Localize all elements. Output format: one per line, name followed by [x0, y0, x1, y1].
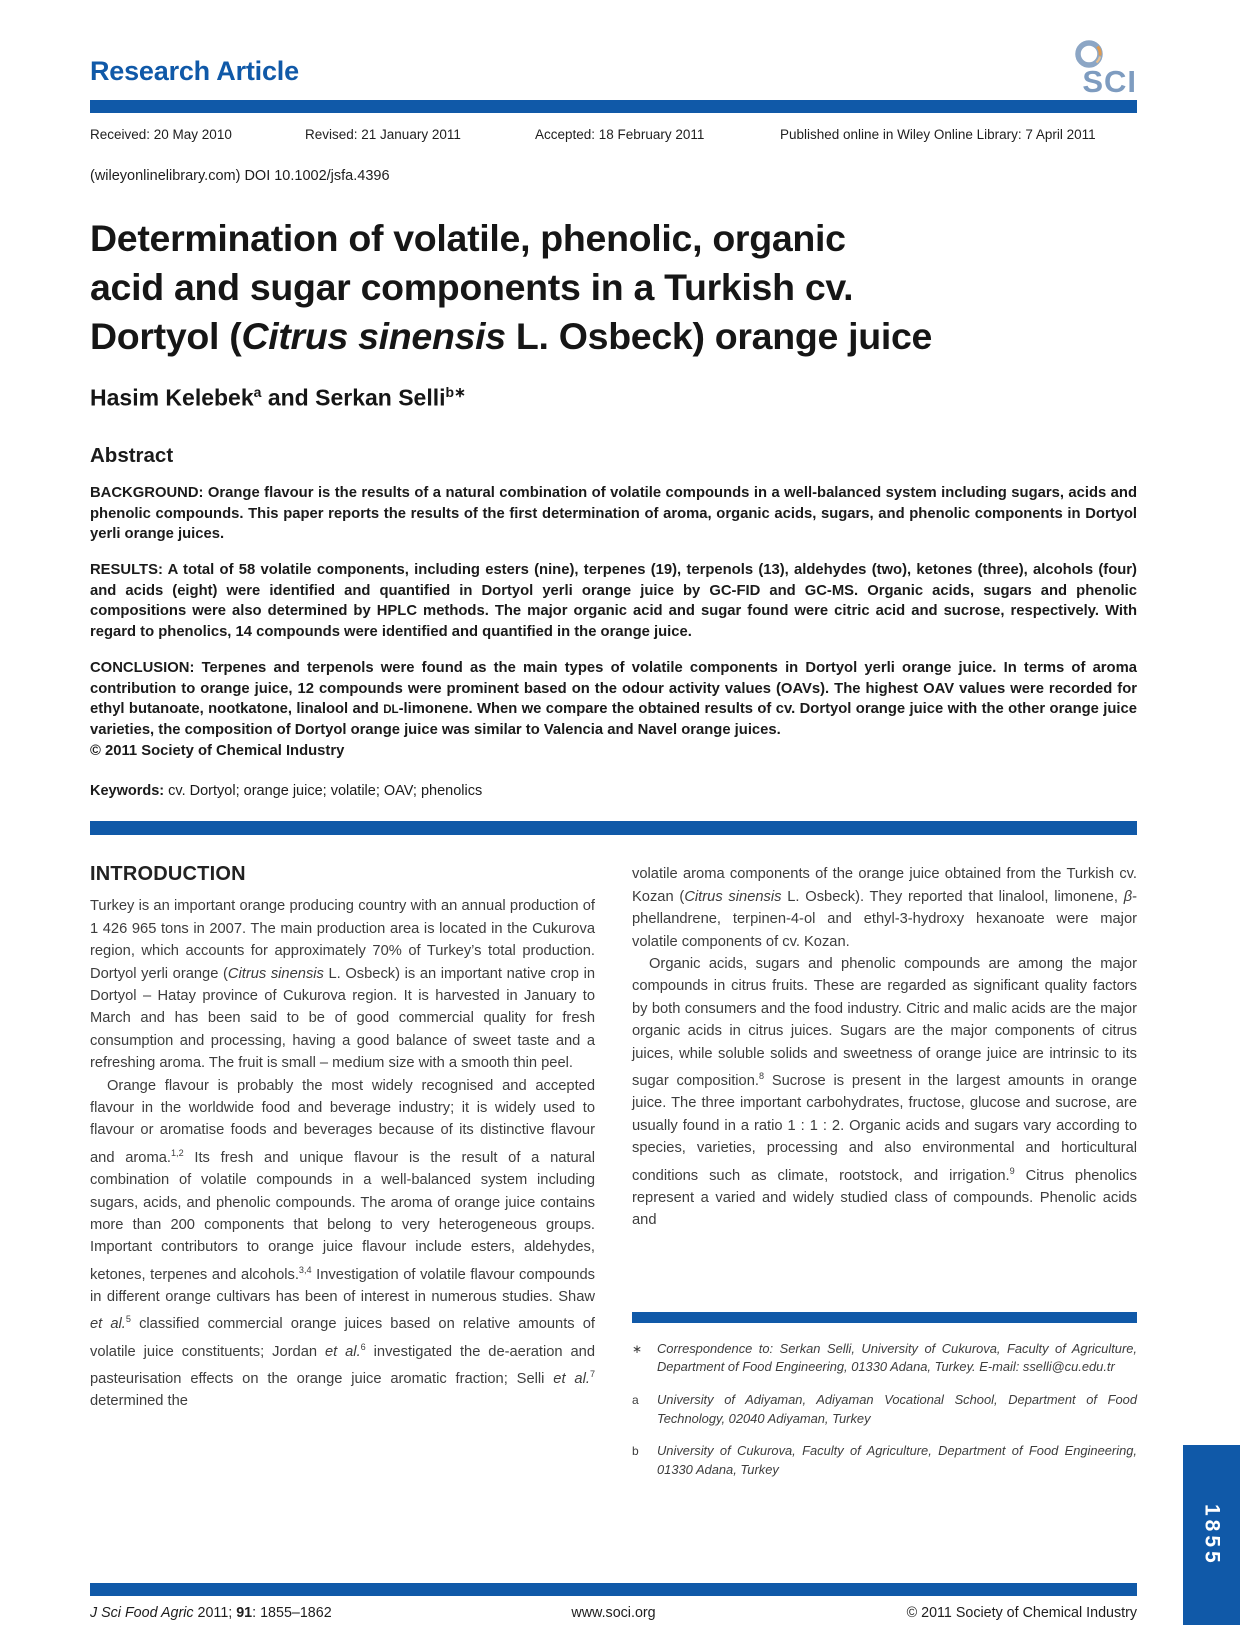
header-top-row: [90, 40, 1137, 100]
authors-line: Hasim Kelebek$^a$ and Serkan Selli$^{b∗}$: [90, 384, 466, 411]
section-divider-rule: [90, 821, 1137, 835]
footer-rule: [90, 1583, 1137, 1596]
left-column-paragraphs: [90, 895, 595, 1412]
footnotes-block: [632, 1340, 1137, 1480]
footnote-text: Correspondence to: Serkan Selli, University of Cukurova, Faculty of Agriculture, Department of Food Engineering, 01330 Adana, Turkey. E-mail: sselli@cu.edu.tr: [657, 1340, 1137, 1375]
footer-url: www.soci.org: [571, 1605, 656, 1621]
footnote-marker: a: [632, 1393, 639, 1408]
published-date: Published online in Wiley Online Library: 7 April 2011: [780, 127, 1096, 142]
two-column-body: [90, 863, 1137, 1480]
footnote: [632, 1340, 1137, 1377]
footnote-marker: ∗: [632, 1341, 643, 1356]
keywords-text: cv. Dortyol; orange juice; volatile; OAV; phenolics: [164, 783, 483, 800]
keywords-line: [90, 783, 1137, 799]
footnote-text: University of Cukurova, Faculty of Agriculture, Department of Food Engineering, 01330 Adana, Turkey: [657, 1443, 1137, 1478]
left-column: [90, 863, 595, 1480]
paragraph: Turkey is an important orange producing country with an annual production of 1 426 965 tons in 2007. The main production area is located in the Cukurova region, which accounts for approximately 70% of Turkey’s total production. Dortyol yerli orange (Citrus sinensis L. Osbeck) is an important native crop in Dortyol – Hatay province of Cukurova region. It is harvested in January to March and has been said to be of good commercial quality for fresh consumption and processing, having a good balance of sweet taste and a refreshing aroma. The fruit is small – medium size with a smooth thin peel.: [90, 898, 595, 1072]
keywords-label: Keywords:: [90, 783, 165, 800]
footer-copyright: © 2011 Society of Chemical Industry: [906, 1605, 1137, 1621]
header-rule: [90, 100, 1137, 113]
footnote: [632, 1391, 1137, 1428]
article-type-label: Research Article: [90, 56, 299, 86]
right-column-paragraphs: [632, 863, 1137, 1231]
footer-row: [90, 1605, 1137, 1621]
paragraph: Organic acids, sugars and phenolic compounds are among the major compounds in citrus fruits. These are regarded as significant quality factors by both consumers and the food industry. Citric and malic acids are the major organic acids in citrus juices. Sugars are the major components of citrus juices, while soluble solids and sweetness of orange juice are intrinsic to its sugar composition.$^8$ Sucrose is present in the largest amounts in orange juice. The three important carbohydrates, fructose, glucose and sucrose, are usually found in a ratio 1 : 1 : 2. Organic acids and sugars vary according to species, varieties, processing and also environmental and horticultural conditions such as climate, rootstock, and irrigation.$^9$ Citrus phenolics represent a varied and widely studied class of compounds. Phenolic acids and: [632, 955, 1137, 1229]
sci-logo: [1051, 40, 1137, 102]
received-date: Received: 20 May 2010: [90, 127, 232, 142]
revised-date: Revised: 21 January 2011: [305, 127, 461, 142]
page-number-tab: [1183, 1445, 1240, 1625]
page-number: 1855: [1200, 1503, 1224, 1567]
sci-logo-text: SCI: [1082, 64, 1137, 99]
paragraph: Orange flavour is probably the most widely recognised and accepted flavour in the worldwide food and beverage industry; it is widely used to flavour or aromatise foods and beverages because of its distinctive flavour and aroma.$^{1,2}$ Its fresh and unique flavour is the result of a natural combination of volatile compounds in a well-balanced system including sugars, acids, and phenolic compounds. The aroma of orange juice contains more than 200 components that belong to very heterogeneous groups. Important contributors to orange juice flavour include esters, aldehydes, ketones, terpenes and alcohols.$^{3,4}$ Investigation of volatile flavour compounds in different orange cultivars has been of interest in numerous studies. Shaw et al.$^5$ classified commercial orange juices based on relative amounts of volatile juice constituents; Jordan et al.$^6$ investigated the de-aeration and pasteurisation effects on the orange juice aromatic fraction; Selli et al.$^7$ determined the: [90, 1077, 596, 1410]
footnote-divider-rule: [632, 1312, 1137, 1323]
footnote-text: University of Adiyaman, Adiyaman Vocational School, Department of Food Technology, 02040 Adiyaman, Turkey: [657, 1392, 1137, 1426]
footnote-marker: b: [632, 1444, 639, 1459]
doi-line: (wileyonlinelibrary.com) DOI 10.1002/jsfa.4396: [90, 168, 390, 184]
abstract-heading: Abstract: [90, 443, 174, 467]
introduction-heading: INTRODUCTION: [90, 863, 246, 886]
footnote: [632, 1442, 1137, 1479]
manuscript-dates-row: [90, 127, 1137, 142]
abstract-paragraphs: [90, 483, 1137, 761]
right-column: [632, 863, 1137, 1480]
paragraph: BACKGROUND: Orange flavour is the results of a natural combination of volatile compounds in a well-balanced system including sugars, acids and phenolic compounds. This paper reports the results of the first determination of aroma, organic acids, sugars, and phenolic components in Dortyol yerli orange juices.: [90, 484, 1137, 543]
paragraph: RESULTS: A total of 58 volatile components, including esters (nine), terpenes (19), terpenols (13), aldehydes (two), ketones (three), alcohols (four) and acids (eight) were identified and quantified in Dortyol yerli orange juice by GC-FID and GC-MS. Organic acids, sugars and phenolic compositions were also determined by HPLC methods. The major organic acid and sugar found were citric acid and sucrose, respectively. With regard to phenolics, 14 compounds were identified and quantified in the orange juice.: [90, 562, 1137, 641]
paragraph: volatile aroma components of the orange juice obtained from the Turkish cv. Kozan (Citrus sinensis L. Osbeck). They reported that linalool, limonene, β-phellandrene, terpinen-4-ol and ethyl-3-hydroxy hexanoate were major volatile components of cv. Kozan.: [632, 866, 1138, 950]
accepted-date: Accepted: 18 February 2011: [535, 127, 705, 142]
article-title: Determination of volatile, phenolic, organic acid and sugar components in a Turkish cv. Dortyol (Citrus sinensis L. Osbeck) orange juice: [90, 217, 933, 357]
paragraph: CONCLUSION: Terpenes and terpenols were found as the main types of volatile components in Dortyol yerli orange juice. In terms of aroma contribution to orange juice, 12 compounds were prominent based on the odour activity values (OAVs). The highest OAV values were recorded for ethyl butanoate, nootkatone, linalool and DL-limonene. When we compare the obtained results of cv. Dortyol orange juice with the other orange juice varieties, the composition of Dortyol orange juice was similar to Valencia and Navel orange juices. © 2011 Society of Chemical Industry: [90, 659, 1137, 759]
journal-header: [90, 40, 1137, 184]
abstract-section: [90, 444, 1137, 799]
journal-citation: J Sci Food Agric 2011; 91: 1855–1862: [90, 1605, 332, 1621]
